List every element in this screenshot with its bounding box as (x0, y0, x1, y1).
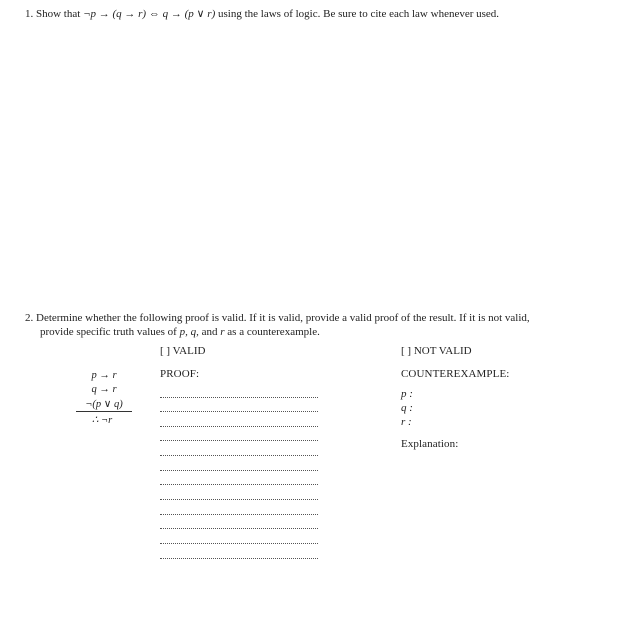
question-1-formula: ¬p → (q → r) ⇔ q → (p ∨ r) (83, 8, 216, 20)
premise-divider (76, 411, 132, 412)
question-2-line-2-before: provide specific truth values of (40, 326, 180, 338)
counterexample-p: p : (401, 388, 413, 400)
counterexample-q: q : (401, 402, 413, 414)
premise-3: ¬(p ∨ q) (85, 399, 123, 410)
question-2-line-2-mid: and (198, 326, 221, 338)
proof-line[interactable] (160, 411, 318, 412)
counterexample-r: r : (401, 416, 412, 428)
valid-checkbox[interactable] (160, 345, 205, 357)
not-valid-checkbox-label: [ ] NOT VALID (401, 345, 472, 357)
proof-line[interactable] (160, 514, 318, 515)
proof-line[interactable] (160, 558, 318, 559)
proof-line[interactable] (160, 499, 318, 500)
question-1-text-after: using the laws of logic. Be sure to cite each law whenever used. (218, 8, 500, 20)
counterexample-label: COUNTEREXAMPLE: (401, 368, 510, 380)
valid-checkbox-label: [ ] VALID (160, 345, 206, 357)
not-valid-checkbox[interactable] (401, 345, 472, 357)
proof-line[interactable] (160, 397, 318, 398)
proof-line[interactable] (160, 484, 318, 485)
proof-line[interactable] (160, 455, 318, 456)
proof-line[interactable] (160, 470, 318, 471)
proof-line[interactable] (160, 426, 318, 427)
proof-line[interactable] (160, 528, 318, 529)
question-1 (25, 7, 499, 21)
question-2-line-1 (25, 311, 530, 325)
proof-line[interactable] (160, 440, 318, 441)
question-2-line-2-after: as a counterexample. (224, 326, 320, 338)
question-2-line-2-vars: p, q, (179, 326, 199, 338)
question-2-number: 2. (25, 312, 34, 324)
question-1-number: 1. (25, 8, 34, 20)
question-2-text-line-1: Determine whether the following proof is valid. If it is valid, provide a valid proof of the result. If it is not valid, (36, 312, 530, 324)
proof-label: PROOF: (160, 368, 200, 380)
conclusion: ∴ ¬r (91, 415, 113, 426)
proof-line[interactable] (160, 543, 318, 544)
question-1-text-before: Show that (36, 8, 84, 20)
explanation-label: Explanation: (401, 438, 459, 450)
premise-1: p → r (91, 370, 117, 381)
question-2-line-2 (40, 325, 320, 339)
premise-2: q → r (91, 384, 117, 395)
question-2-line-2-var-r: r (220, 326, 225, 338)
